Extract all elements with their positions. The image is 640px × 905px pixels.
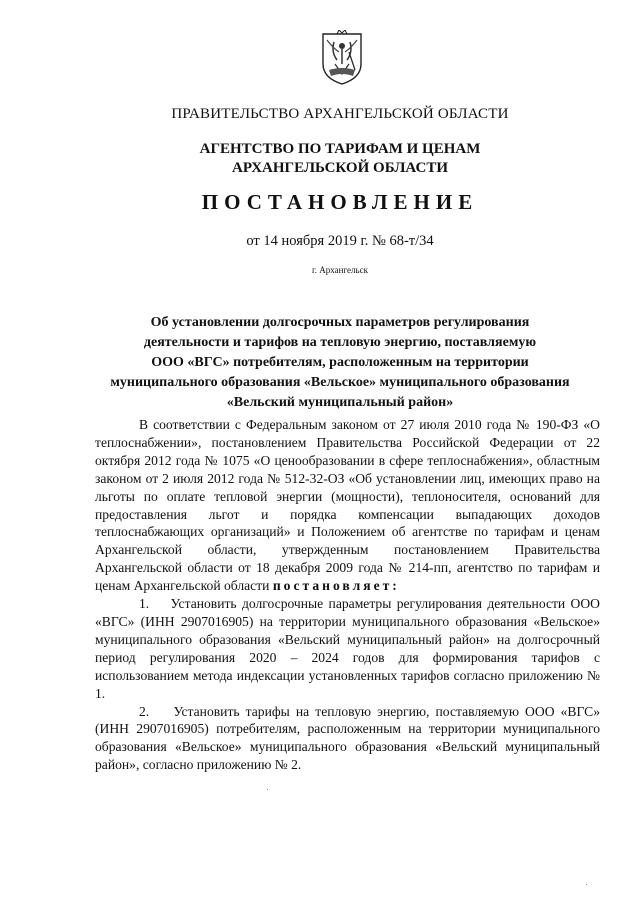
preamble-paragraph xyxy=(95,416,600,595)
government-name: ПРАВИТЕЛЬСТВО АРХАНГЕЛЬСКОЙ ОБЛАСТИ xyxy=(171,106,509,122)
scan-speck xyxy=(586,884,587,885)
preamble-text: В соответствии с Федеральным законом от 27 июля 2010 года № 190-ФЗ «О теплоснабжении», постановлением Правительства Российской Федерации от 22 октября 2012 года № 1075 «О ценообразовании в сфере теплоснабжения», областным законом от 2 июля 2012 года № 512-32-ОЗ «Об установлении лиц, имеющих право на льготы по оплате тепловой энергии (мощности), теплоносителя, оснований для предоставления льгот и порядка компенсации выпадающих доходов теплоснабжающих организаций» и Положением об агентстве по тарифам и ценам Архангельской области, утвержденным постановлением Правительства Архангельской области от 18 декабря 2009 года № 214-пп, агентство по тарифам и ценам Архангельской области xyxy=(95,417,600,594)
item-2: 2. Установить тарифы на тепловую энергию, поставляемую ООО «ВГС» (ИНН 2907016905) потребителям, расположенным на территории муниципального образования «Вельское» муниципального образования «Вельский муниципальный район», согласно приложению № 2. xyxy=(95,703,600,773)
document-title xyxy=(60,313,620,413)
agency-name-line1: АГЕНТСТВО ПО ТАРИФАМ И ЦЕНАМ xyxy=(199,141,481,157)
title-line2: деятельности и тарифов на тепловую энергию, поставляемую xyxy=(143,335,537,350)
title-line5: «Вельский муниципальный район» xyxy=(226,395,454,410)
title-line1: Об установлении долгосрочных параметров регулирования xyxy=(150,315,530,330)
agency-name-line2: АРХАНГЕЛЬСКОЙ ОБЛАСТИ xyxy=(232,160,448,176)
resolves-word: постановляет: xyxy=(272,578,400,594)
title-line3: ООО «ВГС» потребителям, расположенным на территории xyxy=(151,355,529,370)
title-line4: муниципального образования «Вельское» муниципального образования xyxy=(110,375,570,390)
document-type: ПОСТАНОВЛЕНИЕ xyxy=(201,190,479,214)
agency-name xyxy=(60,140,620,178)
date-and-number: от 14 ноября 2019 г. № 68-т/34 xyxy=(246,233,434,249)
item-1: 1. Установить долгосрочные параметры регулирования деятельности ООО «ВГС» (ИНН 2907016905) на территории муниципального образования «Вельское» муниципального образования «Вельский муниципальный район» на долгосрочный период регулирования 2020 – 2024 годов для формирования тарифов с использованием метода индексации установленных тарифов согласно приложению № 1. xyxy=(95,596,600,701)
scan-speck xyxy=(267,789,268,790)
arkhangelsk-coat-of-arms-icon xyxy=(319,30,365,86)
city: г. Архангельск xyxy=(312,265,368,275)
document-body xyxy=(95,416,600,774)
